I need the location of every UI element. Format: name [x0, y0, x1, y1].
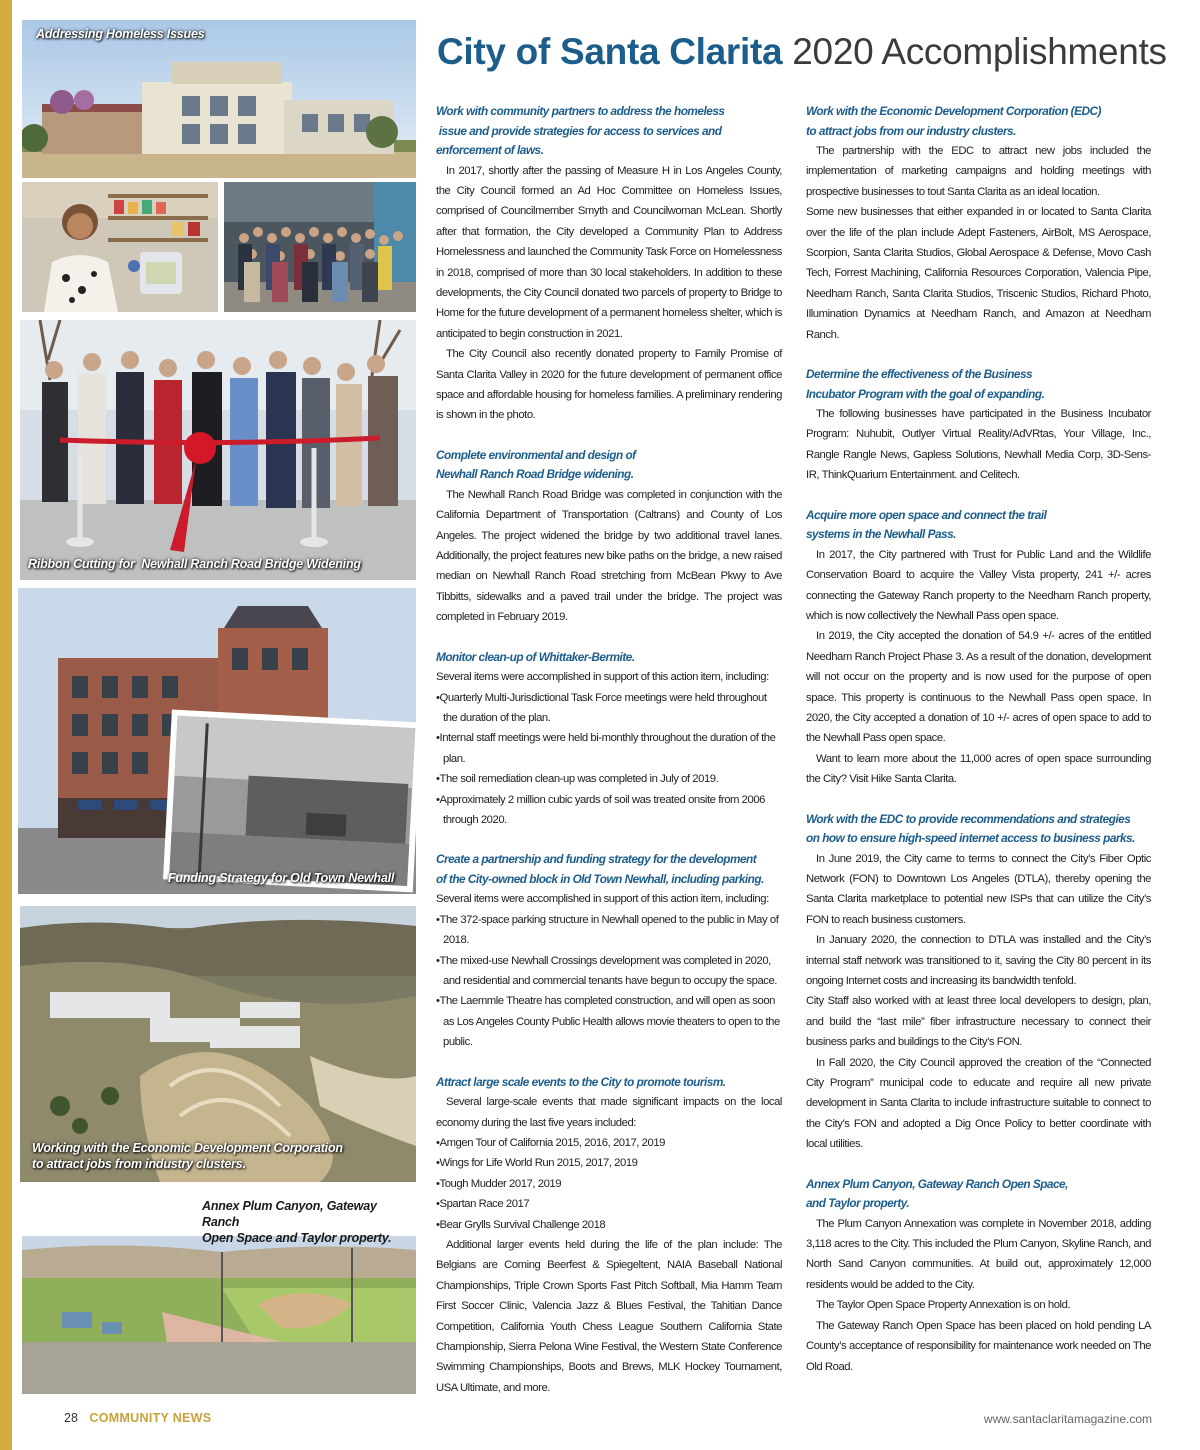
article-column-1	[436, 102, 782, 1418]
page-number: 28	[64, 1411, 78, 1425]
section-heading	[806, 102, 1151, 141]
section-heading	[806, 1175, 1151, 1214]
heading-line: on how to ensure high-speed internet access to business parks.	[806, 831, 1135, 846]
heading-line: Acquire more open space and connect the trail	[806, 507, 1047, 522]
paragraph: In January 2020, the connection to DTLA was installed and the City’s internal staff network was transitioned to it, saving the City 80 percent in its ongoing Internet costs and increasing its bandwidth tenfold.	[806, 934, 1151, 987]
heading-line: enforcement of laws.	[436, 143, 544, 157]
heading-line: Attract large scale events to the City to promote tourism.	[436, 1074, 726, 1089]
paragraph: The partnership with the EDC to attract new jobs included the implementation of marketing campaigns and holding meetings with prospective businesses to tout Santa Clarita as an ideal location.	[806, 145, 1151, 198]
list-item: • The Laemmle Theatre has completed construction, and will open as soon as Los Angeles County Public Health allows movie theaters to open to the public.	[436, 991, 782, 1052]
paragraph: In 2017, shortly after the passing of Measure H in Los Angeles County, the City Council formed an Ad Hoc Committee on Homeless Issues, comprised of Councilmember Smyth and Councilwoman McLean. Shortly after that formation, the City developed a Community Plan to Address Homelessness and launched the Community Task Force on Homelessness in 2018, comprised of more than 30 local stakeholders. In addition to these developments, the City Council donated two parcels of property to Bridge to Home for the future development of a permanent homeless shelter, which is anticipated to begin construction in 2021.	[436, 164, 782, 340]
heading-line: Work with the EDC to provide recommendations and strategies	[806, 811, 1131, 826]
paragraph: In 2019, the City accepted the donation of 54.9 +/- acres of the entitled Needham Ranch Project Phase 3. As a result of the donation, development will not occur on the property and is now used for the purpose of open space. This property is continuous to the Newhall Pass open space. In 2020, the City accepted a donation of 10 +/- acres of open space to add to the Newhall Pass open space.	[806, 630, 1151, 745]
heading-line: Determine the effectiveness of the Business	[806, 367, 1033, 382]
title-city: City of Santa Clarita	[437, 31, 783, 72]
list-item: • Internal staff meetings were held bi-monthly throughout the duration of the plan.	[436, 728, 782, 769]
section-homeless	[436, 102, 782, 426]
paragraph: The Plum Canyon Annexation was complete in November 2018, adding 3,118 acres to the City. This included the Plum Canyon, Skyline Ranch, and North Sand Canyon communities. At build out, approximately 12,000 residents would be added to the City.	[806, 1217, 1151, 1291]
heading-line: systems in the Newhall Pass.	[806, 527, 956, 542]
section-internet	[806, 810, 1151, 1155]
section-heading	[436, 446, 782, 485]
paragraph: Some new businesses that either expanded in or located to Santa Clarita over the life of the plan include Adept Fasteners, AirBolt, MS Aerospace, Scorpion, Santa Clarita Studios, Global Aerospace & Defense, Movo Cash Tech, Forrest Machining, California Resources Corporation, Valencia Pipe, Needham Ranch, Santa Clarita Studios, Triscenic Studios, Richard Photo, Illumination Dynamics at Needham Ranch, and Amazon at Needham Ranch.	[806, 206, 1151, 341]
caption-edc-photo	[32, 1140, 343, 1172]
accent-bar	[0, 0, 12, 1450]
list-item: • Tough Mudder 2017, 2019	[436, 1174, 782, 1194]
photo-pantry-volunteer	[22, 182, 218, 312]
title-accomplishments: 2020 Accomplishments	[792, 31, 1167, 72]
section-old-town	[436, 850, 782, 1052]
section-heading	[806, 365, 1151, 404]
list-item: • Wings for Life World Run 2015, 2017, 2019	[436, 1153, 782, 1173]
caption-old-town-newhall: Funding Strategy for Old Town Newhall	[168, 871, 395, 885]
list-item: • The 372-space parking structure in Newhall opened to the public in May of 2018.	[436, 910, 782, 951]
photo-old-town-newhall	[18, 588, 416, 894]
heading-line: issue and provide strategies for access to services and	[436, 123, 722, 138]
section-edc-jobs	[806, 102, 1151, 345]
paragraph: In Fall 2020, the City Council approved the creation of the “Connected City Program” municipal code to educate and require all new private development in Santa Clarita to include infrastructure suitable to connect to the City’s FON and adopted a Dig Once Policy to better coordinate with local utilities.	[806, 1056, 1151, 1151]
section-events	[436, 1073, 782, 1399]
heading-line: Annex Plum Canyon, Gateway Ranch Open Space,	[806, 1176, 1068, 1191]
heading-line: Complete environmental and design of	[436, 447, 636, 462]
paragraph: City Staff also worked with at least three local developers to design, plan, and build the “last mile” fiber infrastructure necessary to connect their business parks and buildings to the City’s FON.	[806, 995, 1151, 1049]
paragraph: The Newhall Ranch Road Bridge was completed in conjunction with the California Department of Transportation (Caltrans) and County of Los Angeles. The project widened the bridge by two additional travel lanes. Additionally, the project features new bike paths on the bridge, a new raised median on Newhall Ranch Road stretching from McBean Pkwy to Ave Tibbitts, sidewalks and a paved trail under the bridge. The project was completed in February 2019.	[436, 488, 782, 624]
photo-aerial-industrial	[20, 906, 416, 1182]
heading-line: Incubator Program with the goal of expanding.	[806, 386, 1045, 401]
photo-homeless-rendering	[22, 20, 416, 178]
heading-line: and Taylor property.	[806, 1196, 910, 1211]
heading-line: to attract jobs from our industry clusters.	[806, 123, 1016, 138]
section-incubator	[806, 365, 1151, 486]
paragraph: The Taylor Open Space Property Annexation is on hold.	[816, 1299, 1071, 1312]
publication-section: COMMUNITY NEWS	[89, 1411, 212, 1425]
photo-plum-canyon-park	[22, 1192, 416, 1394]
photo-ribbon-cutting	[20, 320, 416, 580]
caption-plum-line-1: Annex Plum Canyon, Gateway Ranch	[202, 1199, 377, 1229]
paragraph: In June 2019, the City came to terms to connect the City’s Fiber Optic Network (FON) to Downtown Los Angeles (DTLA), thereby opening the Santa Clarita marketplace to potential new ISPs that can utilize the City’s FON to reach business customers.	[806, 852, 1151, 926]
list-item: • Quarterly Multi-Jurisdictional Task Force meetings were held throughout the duration of the plan.	[436, 688, 782, 729]
paragraph: Additional larger events held during the life of the plan include: The Belgians are Coming Beerfest & Spiegeltent, NAIA Baseball National Championships, Triple Crown Sports Fast Pitch Softball, Mia Hamm Team First Soccer Clinic, Valencia Jazz & Blues Festival, the Tahitian Dance Competition, California Youth Chess League Southern California State Championship, Sierra Pelona Wine Festival, the Western State Conference Swimming Championships, Boots and Brews, MLK Hockey Tournament, USA Ultimate, and more.	[436, 1238, 782, 1394]
heading-line: Create a partnership and funding strategy for the development	[436, 852, 757, 867]
section-heading	[436, 102, 782, 161]
caption-edc-line-2: to attract jobs from industry clusters.	[32, 1157, 246, 1171]
paragraph: The Gateway Ranch Open Space has been placed on hold pending LA County’s acceptance of responsibility for maintenance work needed on The Old Road.	[806, 1319, 1151, 1373]
paragraph: Several large-scale events that made significant impacts on the local economy during the last five years included:	[436, 1096, 782, 1129]
list-item: • Spartan Race 2017	[436, 1194, 782, 1214]
list-item: • Amgen Tour of California 2015, 2016, 2017, 2019	[436, 1133, 782, 1153]
section-open-space	[806, 506, 1151, 790]
heading-line: Work with community partners to address the homeless	[436, 104, 725, 118]
list-item: • Approximately 2 million cubic yards of soil was treated onsite from 2006 through 2020.	[436, 790, 782, 831]
caption-addressing-homeless: Addressing Homeless Issues	[36, 27, 205, 41]
section-heading	[806, 506, 1151, 545]
paragraph: The following businesses have participated in the Business Incubator Program: Nuhubit, Outlyer Virtual Reality/AdVRtas, Your Village, Inc., Rangle Rangle News, Gapless Solutions, Newhall Media Corp, 3D-Sens-IR, ThinkQuarium Entertainment. and Celitech.	[806, 408, 1151, 482]
article-column-2	[806, 102, 1151, 1397]
footer-left	[64, 1411, 211, 1425]
photo-group-gathering	[224, 182, 416, 312]
page-title	[437, 28, 1177, 76]
caption-ribbon-cutting: Ribbon Cutting for Newhall Ranch Road Bridge Widening	[28, 557, 361, 571]
section-heading	[806, 810, 1151, 849]
section-whittaker	[436, 648, 782, 831]
section-heading	[436, 850, 782, 889]
heading-line: Monitor clean-up of Whittaker-Bermite.	[436, 649, 635, 664]
heading-line: of the City-owned block in Old Town Newhall, including parking.	[436, 871, 764, 886]
list-item: • The mixed-use Newhall Crossings development was completed in 2020, and residential and commercial tenants have begun to occupy the space.	[436, 951, 782, 992]
list-item: • Bear Grylls Survival Challenge 2018	[436, 1215, 782, 1235]
list-item: • The soil remediation clean-up was completed in July of 2019.	[436, 769, 782, 789]
section-heading	[436, 1073, 782, 1093]
paragraph: The City Council also recently donated property to Family Promise of Santa Clarita Valley in 2020 for the future development of permanent office space and affordable housing for homeless families. A preliminary rendering is shown in the photo.	[436, 348, 782, 422]
heading-line: Work with the Economic Development Corporation (EDC)	[806, 104, 1101, 118]
caption-plum-canyon	[202, 1198, 416, 1246]
footer-url[interactable]: www.santaclaritamagazine.com	[983, 1412, 1152, 1426]
paragraph: Several items were accomplished in support of this action item, including:	[436, 893, 769, 906]
paragraph: Want to learn more about the 11,000 acres of open space surrounding the City? Visit Hike Santa Clarita.	[806, 752, 1151, 786]
caption-edc-line-1: Working with the Economic Development Corporation	[32, 1141, 343, 1155]
caption-plum-line-2: Open Space and Taylor property.	[202, 1231, 392, 1245]
section-heading	[436, 648, 782, 668]
section-annex	[806, 1175, 1151, 1377]
section-bridge	[436, 446, 782, 628]
heading-line: Newhall Ranch Road Bridge widening.	[436, 467, 634, 482]
paragraph: Several items were accomplished in support of this action item, including:	[436, 671, 769, 684]
paragraph: In 2017, the City partnered with Trust for Public Land and the Wildlife Conservation Board to acquire the Valley Vista property, 241 +/- acres connecting the Gateway Ranch property to the Needham Ranch property, which is now collectively the Newhall Pass open space.	[806, 548, 1151, 622]
